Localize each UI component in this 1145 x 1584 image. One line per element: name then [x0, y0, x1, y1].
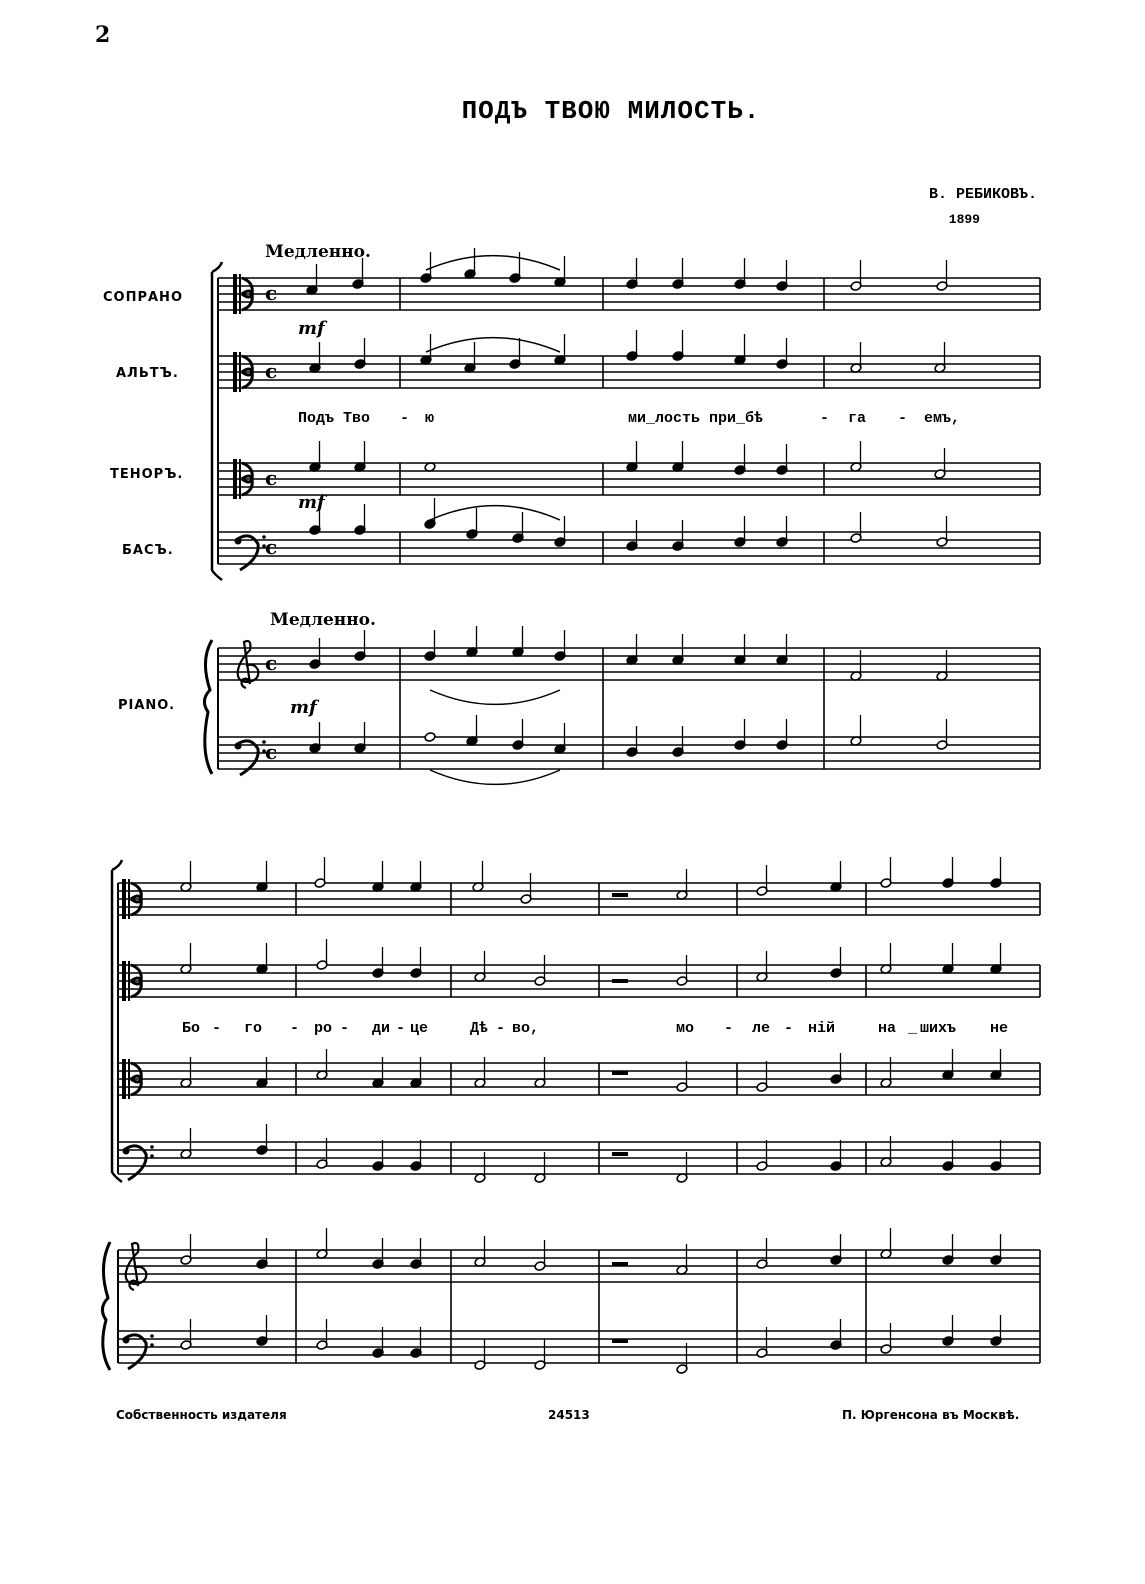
rest — [612, 1339, 628, 1343]
tempo-marking-piano: Медленно. — [270, 610, 376, 630]
c-clef — [128, 961, 130, 1001]
time-signature-c: c — [265, 740, 278, 764]
dynamic-piano: mf — [290, 697, 317, 718]
c-clef — [233, 352, 237, 392]
lyric-syllable: мо — [676, 1020, 695, 1037]
slur — [430, 770, 560, 784]
label-soprano: СОПРАНО — [103, 290, 183, 305]
bass-clef — [150, 1154, 154, 1158]
dynamic-tenor: mf — [298, 492, 325, 513]
lyric-hyphen: - — [290, 1020, 300, 1037]
lyric-hyphen: - — [724, 1020, 734, 1037]
label-tenor: ТЕНОРЪ. — [110, 467, 184, 482]
slur — [426, 256, 560, 270]
lyric-hyphen: - — [496, 1020, 506, 1037]
lyric-hyphen: - — [820, 410, 830, 427]
c-clef — [239, 352, 241, 392]
lyric-syllable: ю — [425, 410, 435, 427]
page-number: 2 — [95, 22, 111, 48]
lyric-hyphen: - — [340, 1020, 350, 1037]
lyric-hyphen: - — [898, 410, 908, 427]
tempo-marking-choir: Медленно. — [265, 242, 371, 262]
piece-title: ПОДЪ ТВОЮ МИЛОСТЬ. — [461, 96, 761, 126]
bass-clef — [150, 1145, 154, 1149]
lyric-hyphen: - — [784, 1020, 794, 1037]
composition-year: 1899 — [948, 212, 980, 227]
lyric-syllable: га — [848, 410, 867, 427]
piano-brace — [102, 1242, 110, 1370]
lyric-syllable: не — [990, 1020, 1009, 1037]
staff-lines — [118, 278, 1040, 1363]
clefs — [122, 274, 277, 1369]
rest — [612, 1152, 628, 1156]
slur — [430, 506, 560, 520]
time-signature-c: c — [265, 281, 278, 305]
time-signature-c: c — [265, 535, 278, 559]
rest — [612, 893, 628, 897]
c-clef — [233, 459, 237, 499]
composer-name: В. РЕБИКОВЪ. — [928, 186, 1037, 203]
lyric-hyphen: - — [396, 1020, 406, 1037]
time-signature-c: c — [265, 466, 278, 490]
lyric-syllable: Бо — [182, 1020, 201, 1037]
time-signature-c: c — [265, 651, 278, 675]
lyric-syllable: Подъ Тво — [298, 410, 371, 427]
footer-publisher: П. Юргенсона въ Москвѣ. — [842, 1408, 1020, 1422]
lyric-syllable: го — [244, 1020, 263, 1037]
rest — [612, 979, 628, 983]
note-head — [424, 732, 436, 743]
c-clef — [233, 274, 237, 314]
lyric-syllable: на — [878, 1020, 897, 1037]
system-braces — [102, 262, 222, 1370]
lyric-hyphen: _ — [908, 1020, 918, 1037]
lyric-hyphen: - — [212, 1020, 222, 1037]
label-piano: PIANO. — [118, 698, 176, 713]
slur — [430, 690, 560, 704]
c-clef — [122, 1059, 126, 1099]
lyric-syllable: ми_лость при_бѣ — [628, 410, 764, 427]
lyric-syllable: ле — [752, 1020, 771, 1037]
time-signature-c: c — [265, 359, 278, 383]
lyric-syllable: ро — [314, 1020, 333, 1037]
bass-clef — [235, 538, 242, 545]
c-clef — [128, 879, 130, 919]
c-clef — [122, 879, 126, 919]
piano-brace — [204, 640, 212, 774]
dynamic-soprano: mf — [298, 318, 325, 339]
lyric-syllable: емъ, — [924, 410, 961, 427]
c-clef — [128, 1059, 130, 1099]
lyric-syllable: ди — [372, 1020, 391, 1037]
lyric-syllable: шихъ — [920, 1020, 957, 1037]
lyric-syllable: ній — [808, 1020, 836, 1037]
bass-clef — [150, 1343, 154, 1347]
c-clef — [122, 961, 126, 1001]
c-clef — [239, 459, 241, 499]
lyric-syllable: во, — [512, 1020, 540, 1037]
bass-clef — [150, 1334, 154, 1338]
label-bass: БАСЪ. — [122, 543, 174, 558]
bass-clef — [123, 1148, 130, 1155]
bass-clef — [123, 1337, 130, 1344]
footer-publisher-rights: Собственность издателя — [116, 1408, 287, 1422]
footer-plate-number: 24513 — [548, 1408, 590, 1422]
c-clef — [239, 274, 241, 314]
bass-clef — [235, 743, 242, 750]
notes — [180, 248, 1002, 1374]
barlines — [118, 278, 1040, 1363]
lyric-syllable: це — [410, 1020, 429, 1037]
rest — [612, 1262, 628, 1266]
rest — [612, 1071, 628, 1075]
lyric-syllable: Дѣ — [470, 1020, 489, 1037]
slur — [426, 338, 560, 352]
lyric-hyphen: - — [400, 410, 410, 427]
slurs — [426, 256, 560, 785]
label-alto: АЛЬТЪ. — [116, 366, 179, 381]
